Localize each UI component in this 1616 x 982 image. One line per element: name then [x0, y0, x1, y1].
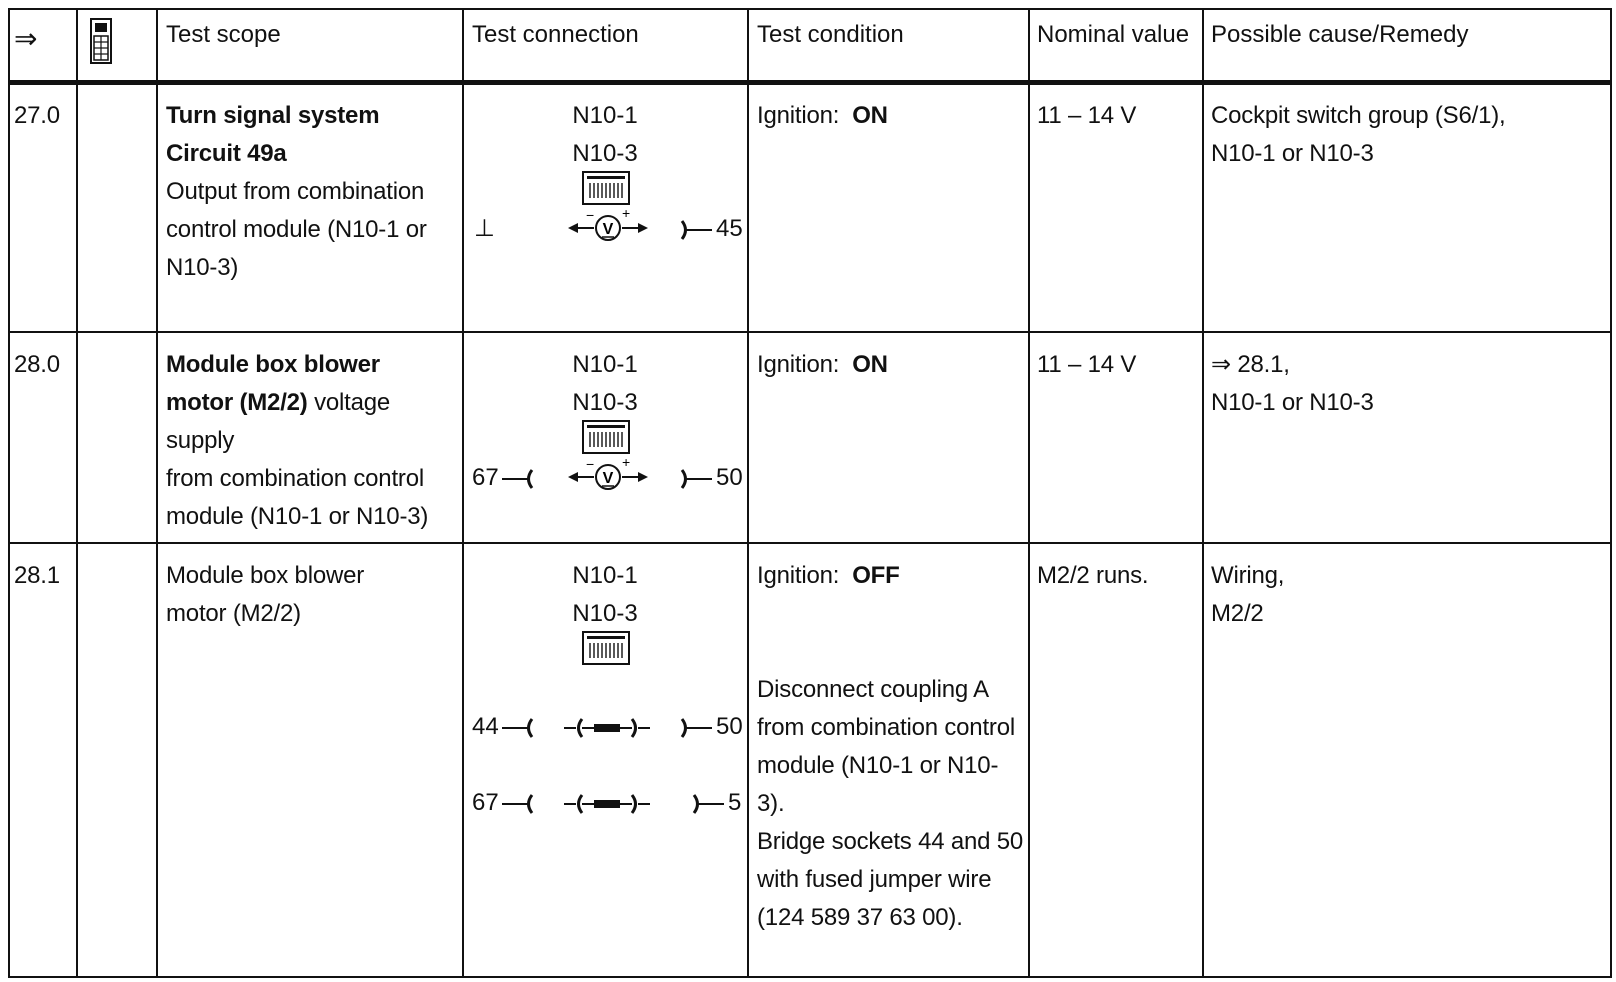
cause-line: Cockpit switch group (S6/1), [1211, 102, 1506, 129]
control-module-icon [582, 420, 630, 454]
svg-text:V: V [602, 221, 614, 238]
jumper-wire-icon [564, 792, 650, 816]
control-module-icon [582, 171, 630, 205]
scope-subtitle: motor (M2/2) [166, 389, 308, 416]
column-divider [462, 8, 464, 978]
module-label: N10-3 [572, 600, 638, 627]
instruction-line: (124 589 37 63 00). [757, 904, 963, 931]
test-scope [166, 97, 456, 287]
socket-connector-icon [678, 716, 714, 740]
scope-line: module (N10-1 or N10-3) [166, 503, 429, 530]
pin-number: 5 [728, 789, 742, 816]
module-label: N10-3 [572, 389, 638, 416]
header-possible-cause: Possible cause/Remedy [1211, 21, 1469, 48]
plug-connector-icon [502, 792, 536, 816]
nominal-value: 11 – 14 V [1037, 351, 1137, 378]
condition-label: Ignition: [757, 351, 840, 378]
voltmeter-icon [568, 205, 648, 246]
pin-number: 45 [716, 215, 743, 242]
header-nominal-value: Nominal value [1037, 21, 1190, 48]
cause-line: N10-1 or N10-3 [1211, 389, 1374, 416]
possible-cause [1211, 346, 1606, 422]
instruction-line: Bridge sockets 44 and 50 [757, 828, 1024, 855]
svg-text:V: V [602, 470, 614, 487]
nominal-value: 11 – 14 V [1037, 102, 1137, 129]
column-divider [1202, 8, 1204, 978]
column-divider [1028, 8, 1030, 978]
scope-line: control module (N10-1 or [166, 216, 427, 243]
module-label: N10-3 [572, 140, 638, 167]
test-scope [166, 346, 456, 536]
condition-value: ON [852, 351, 888, 378]
condition-label: Ignition: [757, 102, 840, 129]
arrow-header: ⇒ [14, 23, 38, 54]
svg-text:−: − [586, 207, 595, 223]
test-condition [757, 346, 888, 384]
cause-line: ⇒ 28.1, [1211, 351, 1290, 378]
pin-number: 67 [472, 464, 499, 491]
test-scope [166, 557, 456, 633]
possible-cause [1211, 97, 1606, 173]
condition-value: ON [852, 102, 888, 129]
jumper-wire-icon [564, 716, 650, 740]
instruction-line: module (N10-1 or N10-3). [757, 752, 999, 817]
condition-instructions [757, 671, 1025, 937]
scope-line: from combination control [166, 465, 424, 492]
row-divider [8, 542, 1612, 544]
plug-connector-icon [502, 467, 536, 491]
ground-symbol: ⊥ [474, 215, 495, 242]
tester-icon [90, 18, 112, 64]
socket-connector-icon [690, 792, 726, 816]
scope-line: Output from combination [166, 178, 425, 205]
row-divider [8, 331, 1612, 333]
pin-number: 67 [472, 789, 499, 816]
header-test-scope: Test scope [166, 21, 281, 48]
step-number: 28.1 [14, 562, 60, 589]
instruction-line: with fused jumper wire [757, 866, 992, 893]
nominal-value: M2/2 runs. [1037, 562, 1149, 589]
column-divider [156, 8, 158, 978]
condition-label: Ignition: [757, 562, 840, 589]
cause-line: N10-1 or N10-3 [1211, 140, 1374, 167]
pin-number: 50 [716, 713, 743, 740]
instruction-line: from combination control [757, 714, 1015, 741]
cause-line: M2/2 [1211, 600, 1264, 627]
pin-number: 44 [472, 713, 499, 740]
cause-line: Wiring, [1211, 562, 1285, 589]
possible-cause [1211, 557, 1606, 633]
condition-value: OFF [852, 562, 900, 589]
scope-subtitle: Circuit 49a [166, 140, 287, 167]
socket-connector-icon [678, 218, 714, 242]
voltmeter-icon [568, 454, 648, 495]
pin-number: 50 [716, 464, 743, 491]
header-divider [8, 80, 1612, 85]
step-number: 27.0 [14, 102, 60, 129]
module-label: N10-1 [572, 351, 638, 378]
module-label: N10-1 [572, 102, 638, 129]
test-condition [757, 97, 888, 135]
scope-tail: voltage supply [166, 389, 391, 454]
column-divider [747, 8, 749, 978]
header-test-condition: Test condition [757, 21, 904, 48]
scope-line: Module box blower [166, 562, 365, 589]
scope-title: Turn signal system [166, 102, 380, 129]
test-condition [757, 557, 900, 595]
plug-connector-icon [502, 716, 536, 740]
scope-line: N10-3) [166, 254, 239, 281]
instruction-line: Disconnect coupling A [757, 676, 989, 703]
module-label: N10-1 [572, 562, 638, 589]
svg-text:−: − [586, 456, 595, 472]
svg-text:+: + [622, 205, 631, 221]
socket-connector-icon [678, 467, 714, 491]
svg-text:+: + [622, 454, 631, 470]
control-module-icon [582, 631, 630, 665]
scope-line: motor (M2/2) [166, 600, 301, 627]
column-divider [76, 8, 78, 978]
scope-title: Module box blower [166, 351, 380, 378]
step-number: 28.0 [14, 351, 60, 378]
header-test-connection: Test connection [472, 21, 639, 48]
